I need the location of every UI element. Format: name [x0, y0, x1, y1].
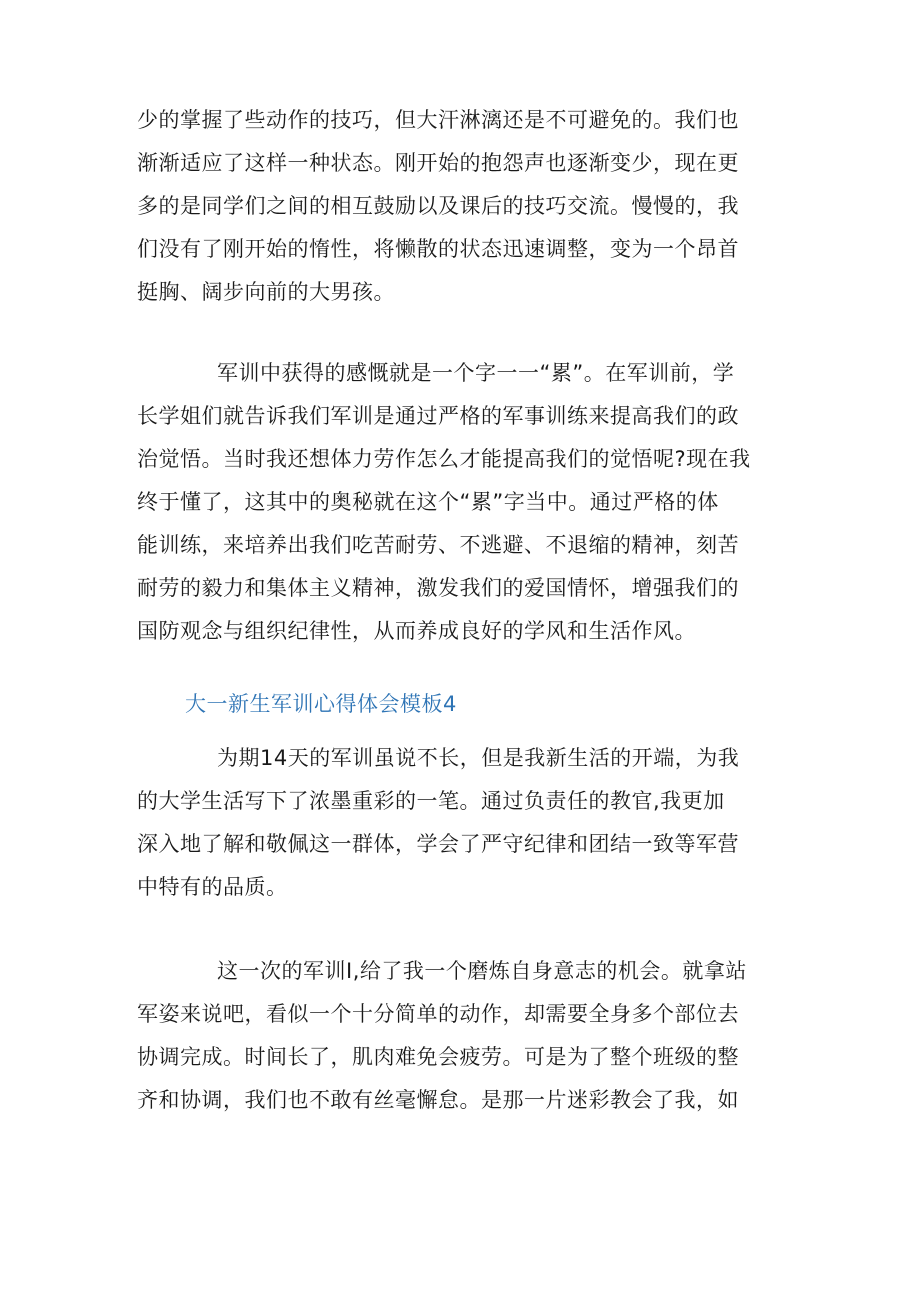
paragraph-1-line-4: 们没有了刚开始的惰性，将懒散的状态迅速调整，变为一个昂首 [137, 237, 739, 261]
paragraph-2-line-5: 能训练，来培养出我们吃苦耐劳、不逃避、不退缩的精神，刻苦 [137, 533, 739, 557]
paragraph-3-line-1: 为期14天的军训虽说不长，但是我新生活的开端，为我 [217, 746, 740, 770]
paragraph-1-line-5: 挺胸、阔步向前的大男孩。 [137, 280, 395, 304]
paragraph-4-line-2: 军姿来说吧，看似一个十分简单的动作，却需要全身多个部位去 [137, 1002, 739, 1026]
paragraph-3-line-4: 中特有的品质。 [137, 875, 288, 899]
paragraph-4-line-1: 这一次的军训I,给了我一个磨炼自身意志的机会。就拿站 [217, 959, 747, 983]
paragraph-2-line-6: 耐劳的毅力和集体主义精神，激发我们的爱国情怀，增强我们的 [137, 576, 739, 600]
section-heading: 大一新生军训心得体会模板4 [185, 692, 457, 716]
paragraph-2-line-1: 军训中获得的感慨就是一个字一一“累”。在军训前，学 [217, 361, 735, 385]
paragraph-3-line-3: 深入地了解和敬佩这一群体，学会了严守纪律和团结一致等军营 [137, 832, 739, 856]
paragraph-1-line-3: 多的是同学们之间的相互鼓励以及课后的技巧交流。慢慢的，我 [137, 194, 739, 218]
paragraph-2-line-3: 治觉悟。当时我还想体力劳作怎么才能提高我们的觉悟呢?现在我 [137, 447, 751, 471]
paragraph-2-line-7: 国防观念与组织纪律性，从而养成良好的学风和生活作风。 [137, 619, 696, 643]
paragraph-4-line-3: 协调完成。时间长了，肌肉难免会疲劳。可是为了整个班级的整 [137, 1045, 739, 1069]
paragraph-2-line-2: 长学姐们就告诉我们军训是通过严格的军事训练来提高我们的政 [137, 404, 739, 428]
paragraph-1-line-1: 少的掌握了些动作的技巧，但大汗淋漓还是不可避免的。我们也 [137, 108, 739, 132]
paragraph-3-line-2: 的大学生活写下了浓墨重彩的一笔。通过负责任的教官,我更加 [137, 789, 725, 813]
paragraph-1-line-2: 渐渐适应了这样一种状态。刚开始的抱怨声也逐渐变少，现在更 [137, 151, 739, 175]
paragraph-4-line-4: 齐和协调，我们也不敢有丝毫懈怠。是那一片迷彩教会了我，如 [137, 1088, 739, 1112]
paragraph-2-line-4: 终于懂了，这其中的奥秘就在这个“累”字当中。通过严格的体 [137, 490, 719, 514]
